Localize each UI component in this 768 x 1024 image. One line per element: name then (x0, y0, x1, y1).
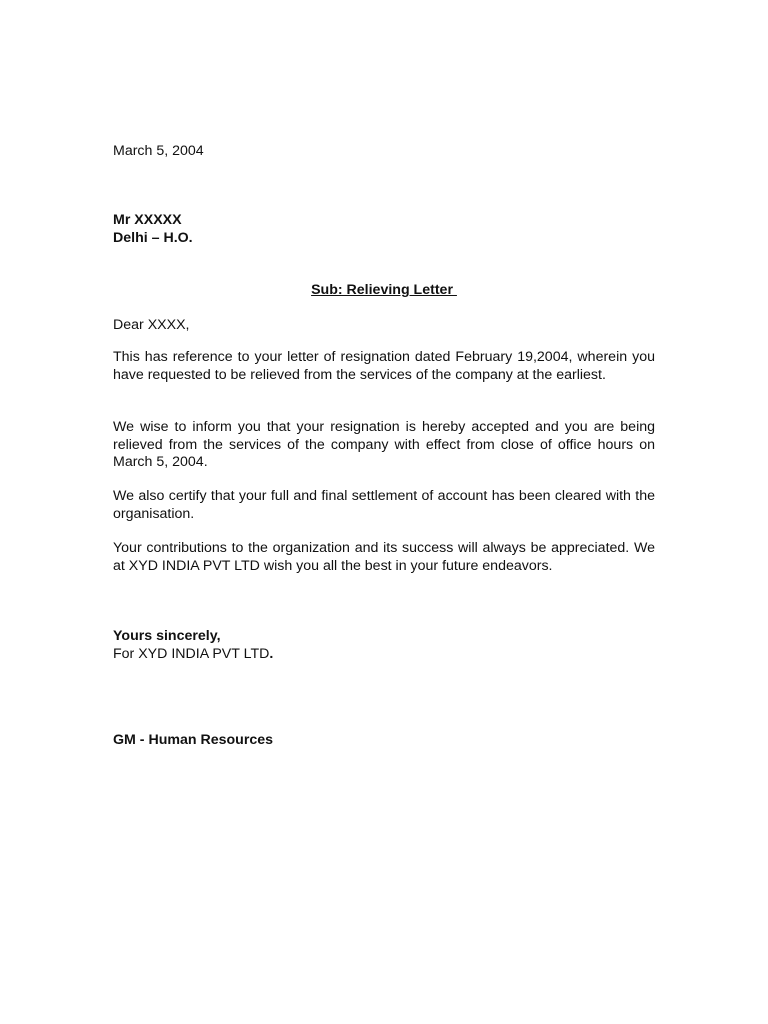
paragraph-reference: This has reference to your letter of resignation dated February 19,2004, wherein you have requested to be relieved from the services of the company at the earliest. (113, 349, 655, 383)
company-line (113, 645, 273, 663)
recipient-location: Delhi – H.O. (113, 230, 193, 246)
letter-date: March 5, 2004 (113, 143, 204, 159)
paragraph-settlement: We also certify that your full and final settlement of account has been cleared with the organisation. (113, 488, 655, 522)
signatory-title: GM - Human Resources (113, 732, 274, 748)
paragraph-appreciation: Your contributions to the organization and its success will always be appreciated. We at XYD INDIA PVT LTD wish you all the best in your future endeavors. (113, 540, 655, 574)
paragraph-acceptance: We wise to inform you that your resignation is hereby accepted and you are being relieved from the services of the company with effect from close of office hours on March 5, 2004. (113, 419, 655, 471)
letter-subject: Sub: Relieving Letter (311, 282, 457, 298)
salutation: Dear XXXX, (113, 317, 190, 333)
recipient-name: Mr XXXXX (113, 212, 182, 228)
company-name: For XYD INDIA PVT LTD (113, 646, 270, 662)
closing: Yours sincerely, (113, 628, 221, 644)
company-line-period: . (269, 646, 274, 662)
